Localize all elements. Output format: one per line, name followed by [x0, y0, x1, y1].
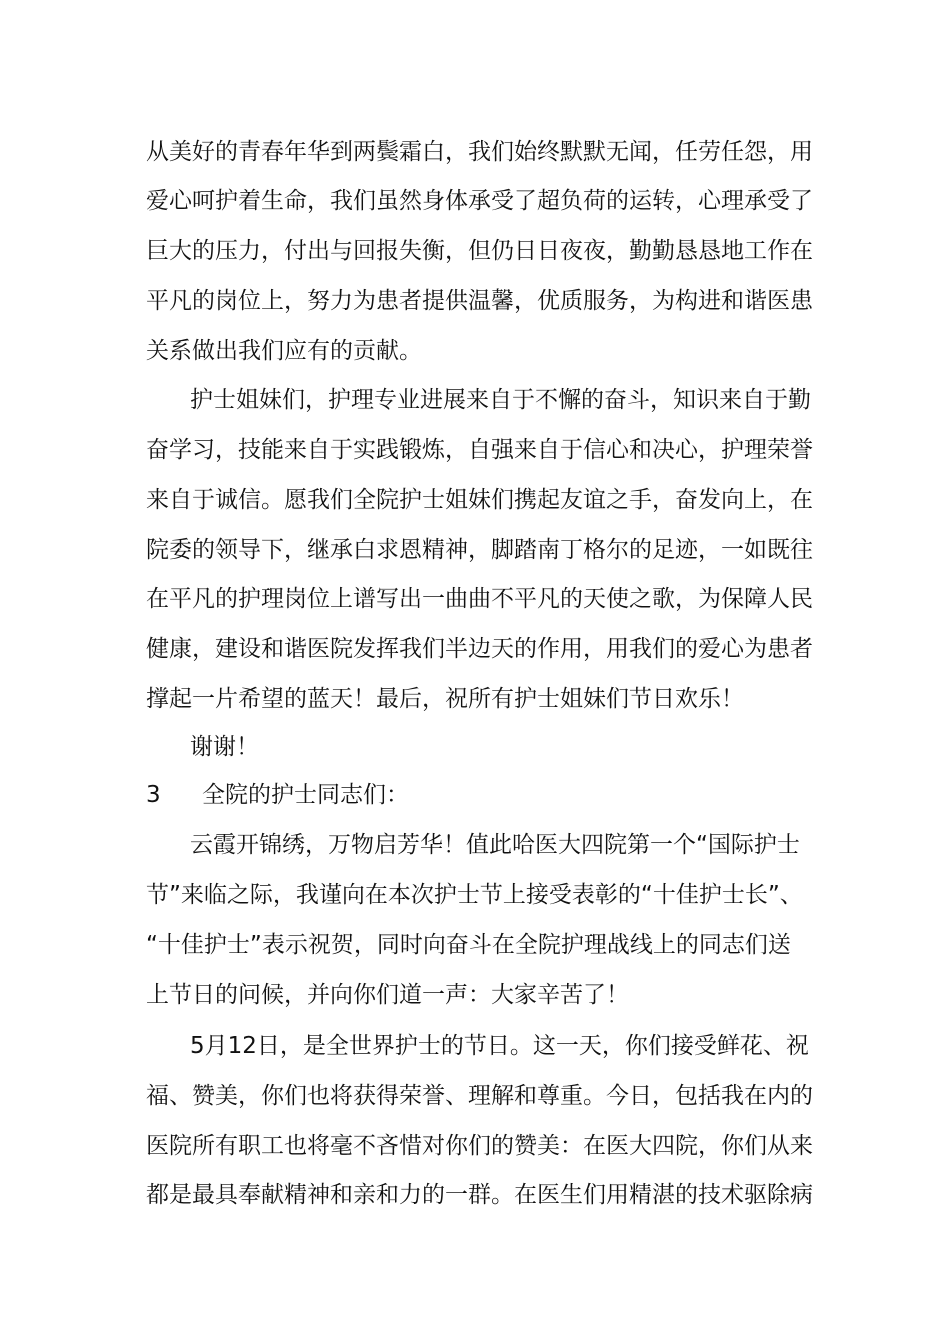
text-line: 巨大的压力，付出与回报失衡，但仍日日夜夜，勤勤恳恳地工作在 [146, 238, 813, 264]
text-line: 节”来临之际，我谨向在本次护士节上接受表彰的“十佳护士长”、 [146, 882, 803, 908]
text-line: 都是最具奉献精神和亲和力的一群。在医生们用精湛的技术驱除病 [146, 1182, 813, 1208]
text-line: 医院所有职工也将毫不吝惜对你们的赞美：在医大四院，你们从来 [146, 1133, 813, 1159]
text-line: 护士姐妹们，护理专业进展来自于不懈的奋斗，知识来自于勤 [190, 387, 811, 413]
text-line: “十佳护士”表示祝贺，同时向奋斗在全院护理战线上的同志们送 [146, 932, 791, 958]
text-line: 在平凡的护理岗位上谱写出一曲曲不平凡的天使之歌，为保障人民 [146, 586, 813, 612]
text-line: 5月12日，是全世界护士的节日。这一天，你们接受鲜花、祝 [190, 1033, 809, 1059]
text-line: 平凡的岗位上，努力为患者提供温馨，优质服务，为构进和谐医患 [146, 288, 813, 314]
text-line: 云霞开锦绣，万物启芳华！值此哈医大四院第一个“国际护士 [190, 832, 800, 858]
section-title: 全院的护士同志们： [202, 782, 409, 808]
text-line: 谢谢！ [190, 734, 259, 760]
text-line: 福、赞美，你们也将获得荣誉、理解和尊重。今日，包括我在内的 [146, 1083, 813, 1109]
text-line: 从美好的青春年华到两鬓霜白，我们始终默默无闻，任劳任怨，用 [146, 139, 813, 165]
text-line: 撑起一片希望的蓝天！最后，祝所有护士姐妹们节日欢乐！ [146, 686, 744, 712]
text-line: 爱心呵护着生命，我们虽然身体承受了超负荷的运转，心理承受了 [146, 188, 813, 214]
text-line: 来自于诚信。愿我们全院护士姐妹们携起友谊之手，奋发向上，在 [146, 487, 813, 513]
text-line: 上节日的问候，并向你们道一声：大家辛苦了！ [146, 982, 629, 1008]
text-line: 院委的领导下，继承白求恩精神，脚踏南丁格尔的足迹，一如既往 [146, 537, 813, 563]
text-line: 关系做出我们应有的贡献。 [146, 338, 422, 364]
text-line: 奋学习，技能来自于实践锻炼，自强来自于信心和决心，护理荣誉 [146, 437, 813, 463]
text-line: 健康，建设和谐医院发挥我们半边天的作用，用我们的爱心为患者 [146, 636, 813, 662]
section-number: 3 [146, 782, 161, 808]
